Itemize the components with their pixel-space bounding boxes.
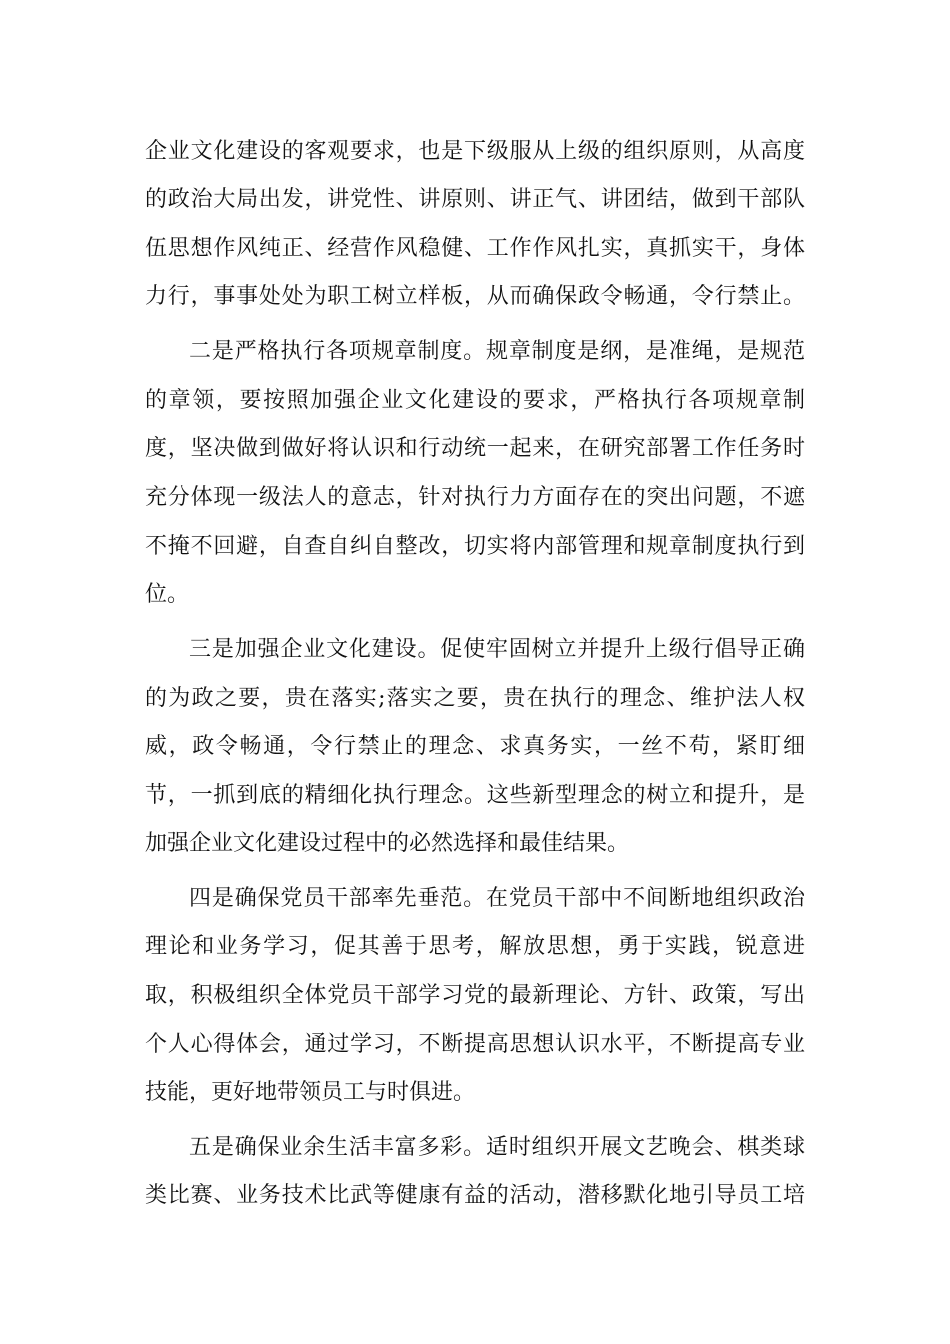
paragraph-1-line-2: 的政治大局出发，讲党性、讲原则、讲正气、讲团结，做到干部队	[145, 187, 805, 212]
paragraph-2-line-6: 位。	[145, 582, 190, 607]
paragraph-1-line-3: 伍思想作风纯正、经营作风稳健、工作作风扎实，真抓实干，身体	[145, 236, 805, 261]
paragraph-2-line-1: 二是严格执行各项规章制度。规章制度是纲，是准绳，是规范	[189, 339, 805, 364]
paragraph-3-line-1: 三是加强企业文化建设。促使牢固树立并提升上级行倡导正确	[189, 637, 805, 662]
paragraph-4-line-5: 技能，更好地带领员工与时俱进。	[145, 1080, 476, 1105]
paragraph-2-line-3: 度，坚决做到做好将认识和行动统一起来，在研究部署工作任务时	[145, 436, 805, 461]
paragraph-5-line-2: 类比赛、业务技术比武等健康有益的活动，潜移默化地引导员工培	[145, 1183, 805, 1208]
paragraph-4-line-1: 四是确保党员干部率先垂范。在党员干部中不间断地组织政治	[189, 886, 805, 911]
paragraph-1-line-4: 力行，事事处处为职工树立样板，从而确保政令畅通，令行禁止。	[145, 284, 805, 309]
paragraph-2-line-5: 不掩不回避，自查自纠自整改，切实将内部管理和规章制度执行到	[145, 534, 805, 559]
paragraph-4-line-3: 取，积极组织全体党员干部学习党的最新理论、方针、政策，写出	[145, 983, 805, 1008]
paragraph-2-line-2: 的章领，要按照加强企业文化建设的要求，严格执行各项规章制	[145, 388, 805, 413]
paragraph-3-line-4: 节，一抓到底的精细化执行理念。这些新型理念的树立和提升，是	[145, 783, 805, 808]
paragraph-2-line-4: 充分体现一级法人的意志，针对执行力方面存在的突出问题，不遮	[145, 485, 805, 510]
paragraph-4-line-4: 个人心得体会，通过学习，不断提高思想认识水平，不断提高专业	[145, 1032, 805, 1057]
paragraph-4-line-2: 理论和业务学习，促其善于思考，解放思想，勇于实践，锐意进	[145, 934, 805, 959]
paragraph-1-line-1: 企业文化建设的客观要求，也是下级服从上级的组织原则，从高度	[145, 139, 805, 164]
paragraph-5-line-1: 五是确保业余生活丰富多彩。适时组织开展文艺晚会、棋类球	[189, 1135, 805, 1160]
paragraph-3-line-2: 的为政之要，贵在落实;落实之要，贵在执行的理念、维护法人权	[145, 686, 805, 711]
paragraph-3-line-3: 威，政令畅通，令行禁止的理念、求真务实，一丝不苟，紧盯细	[145, 734, 805, 759]
paragraph-3-line-5: 加强企业文化建设过程中的必然选择和最佳结果。	[145, 831, 630, 856]
